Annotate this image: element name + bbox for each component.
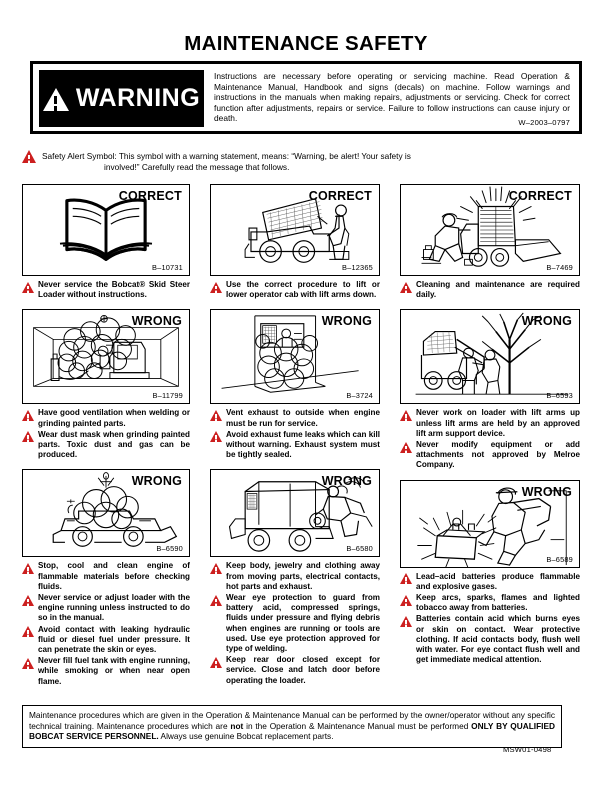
bullet-item [400, 614, 580, 665]
bullet-item [22, 561, 190, 592]
figure-exhaust-indoors [210, 309, 380, 404]
panel-column-right [400, 184, 580, 696]
alert-triangle-icon [22, 658, 34, 669]
panel-bullets [400, 408, 580, 470]
safety-panel [400, 480, 580, 667]
bullet-text: Never modify equipment or add attachments not approved by Melroe Company. [416, 440, 580, 470]
bullet-text: Lead–acid batteries produce flammable and explosive gases. [416, 571, 580, 591]
bullet-text: Vent exhaust to outside when engine must be run for service. [226, 408, 380, 428]
figure-lift-arms-up [400, 309, 580, 404]
figure-cleaning-loader [400, 184, 580, 276]
alert-triangle-icon [210, 410, 222, 421]
figure-lifting-cab [210, 184, 380, 276]
warning-banner [30, 61, 582, 134]
verdict-label: WRONG [521, 484, 572, 499]
bullet-text: Wear eye protection to guard from battery acid, compressed springs, fluids under pressure and flying debris when engines are running or tools are used. Use eye protection approved for type of welding. [226, 593, 380, 654]
bullet-text: Wear dust mask when grinding painted parts. Toxic dust and gas can be produced. [38, 429, 190, 460]
bullet-item [210, 280, 380, 300]
safety-panel [210, 184, 380, 301]
bullet-item [400, 408, 580, 439]
figure-battery-explosion [400, 480, 580, 568]
alert-triangle-icon [210, 595, 222, 606]
bullet-text: Keep rear door closed except for service. Close and latch door before operating the loader. [226, 655, 380, 685]
bullet-item [400, 440, 580, 471]
bullet-item [22, 593, 190, 624]
alert-triangle-icon [400, 595, 412, 606]
alert-triangle-icon [210, 282, 222, 293]
footer-text-qualified-personnel: ONLY BY QUALIFIED BOBCAT SERVICE PERSONNEL. [29, 720, 555, 742]
alert-triangle-icon [400, 616, 412, 627]
alert-triangle-icon [400, 442, 412, 453]
safety-panel [210, 309, 380, 461]
panel-bullets [22, 280, 190, 300]
bullet-text: Never service the Bobcat® Skid Steer Loader without instructions. [38, 280, 190, 300]
bullet-item [400, 280, 580, 300]
bullet-item [22, 625, 190, 656]
alert-triangle-icon [22, 282, 34, 293]
alert-triangle-icon [400, 282, 412, 293]
bullet-item [22, 408, 190, 428]
warning-decal-code: W–2003–0797 [518, 118, 570, 127]
alert-triangle-icon [22, 431, 34, 442]
alert-triangle-icon [210, 431, 222, 442]
figure-code: B–6580 [346, 544, 373, 554]
alert-triangle-icon [400, 410, 412, 421]
safety-alert-line1: Safety Alert Symbol: This symbol with a warning statement, means: “Warning, be alert! Your safety is [42, 151, 411, 161]
safety-panel-grid [22, 184, 590, 696]
bullet-item [210, 593, 380, 654]
figure-code: B–11799 [152, 391, 183, 401]
verdict-label: WRONG [321, 474, 372, 489]
document-code: MSW01-0498 [503, 745, 552, 754]
bullet-item [210, 430, 380, 461]
warning-badge-label: WARNING [75, 84, 201, 112]
safety-panel [400, 184, 580, 301]
bullet-text: Batteries contain acid which burns eyes or skin on contact. Wear protective clothing. If acid contacts body, flush well with water. For eye contact flush well and get immediate medical attention. [416, 614, 580, 665]
safety-alert-triangle-icon [22, 150, 36, 163]
bullet-text: Never work on loader with lift arms up unless lift arms are held by an approved lift arm support device. [416, 408, 580, 438]
bullet-item [210, 408, 380, 428]
panel-bullets [210, 280, 380, 300]
bullet-item [400, 572, 580, 592]
verdict-label: CORRECT [308, 189, 372, 203]
bullet-item [400, 593, 580, 613]
bullet-item [22, 656, 190, 687]
bullet-text: Have good ventilation when welding or grinding painted parts. [38, 408, 190, 428]
verdict-label: WRONG [521, 314, 572, 329]
footer-note-text [29, 710, 555, 742]
panel-bullets [22, 408, 190, 460]
panel-bullets [210, 561, 380, 685]
warning-triangle-icon [43, 88, 69, 111]
safety-panel [22, 309, 190, 461]
alert-triangle-icon [22, 626, 34, 637]
verdict-label: CORRECT [508, 189, 572, 203]
bullet-item [210, 655, 380, 686]
footer-text-a: Maintenance procedures which are given in the Operation & Maintenance Manual can be performed by the owner/operator without any specific technical training. Maintenance procedures which are [29, 710, 555, 731]
footer-text-e: Always use genuine Bobcat replacement parts. [158, 731, 334, 742]
alert-triangle-icon [210, 657, 222, 668]
bullet-text: Use the correct procedure to lift or lower operator cab with lift arms down. [226, 280, 380, 300]
panel-column-center [210, 184, 380, 696]
bullet-item [210, 561, 380, 592]
figure-engine-fire [22, 469, 190, 557]
panel-column-left [22, 184, 190, 696]
bullet-text: Cleaning and maintenance are required daily. [416, 280, 580, 300]
alert-triangle-icon [210, 563, 222, 574]
bullet-item [22, 430, 190, 461]
bullet-text: Avoid contact with leaking hydraulic fluid or diesel fuel under pressure. It can penetrate the skin or eyes. [38, 624, 190, 655]
safety-alert-line2: involved!” Carefully read the message that follows. [104, 162, 290, 172]
alert-triangle-icon [22, 595, 34, 606]
panel-bullets [400, 280, 580, 300]
safety-alert-symbol-note [22, 150, 590, 173]
safety-panel [210, 469, 380, 686]
footer-note-box [22, 705, 562, 748]
warning-body-text: Instructions are necessary before operating or servicing machine. Read Operation & Maintenance Manual, Handbook and signs (decals) on machine. Follow warnings and instructions in the manuals when making repairs, adjustments or servicing. Check for correct function after adjustments, repairs or service. Failure to follow instructions can cause injury or death. [214, 71, 570, 124]
safety-panel [400, 309, 580, 471]
verdict-label: WRONG [131, 474, 182, 489]
figure-code: B–6593 [546, 391, 573, 401]
figure-code: B–12365 [342, 263, 373, 272]
figure-clothing-caught [210, 469, 380, 557]
footer-text-not: not [230, 720, 244, 731]
panel-bullets [400, 572, 580, 666]
bullet-text: Never service or adjust loader with the engine running unless instructed to do so in the manual. [38, 593, 190, 623]
figure-code: B–6590 [156, 544, 183, 554]
warning-badge [39, 70, 204, 127]
figure-open-book [22, 184, 190, 276]
safety-panel [22, 184, 190, 301]
bullet-text: Avoid exhaust fume leaks which can kill without warning. Exhaust system must be tightly sealed. [226, 429, 380, 460]
figure-code: B–3724 [346, 391, 373, 401]
verdict-label: WRONG [131, 314, 182, 329]
page-title: MAINTENANCE SAFETY [184, 32, 428, 55]
figure-code: B–6589 [546, 554, 573, 564]
alert-triangle-icon [22, 563, 34, 574]
bullet-item [22, 280, 190, 300]
panel-bullets [210, 408, 380, 460]
panel-bullets [22, 561, 190, 686]
alert-triangle-icon [400, 573, 412, 584]
bullet-text: Never fill fuel tank with engine running, while smoking or when near open flame. [38, 656, 190, 686]
bullet-text: Keep body, jewelry and clothing away from moving parts, electrical contacts, hot parts and exhaust. [226, 561, 380, 591]
bullet-text: Stop, cool and clean engine of flammable materials before checking fluids. [38, 561, 190, 591]
bullet-text: Keep arcs, sparks, flames and lighted tobacco away from batteries. [416, 593, 580, 613]
footer-text-c: in the Operation & Maintenance Manual must be performed [243, 720, 472, 731]
verdict-label: CORRECT [118, 189, 182, 203]
safety-panel [22, 469, 190, 687]
figure-code: B–10731 [152, 263, 183, 272]
figure-code: B–7469 [546, 263, 573, 272]
alert-triangle-icon [22, 410, 34, 421]
safety-alert-text [42, 150, 590, 173]
verdict-label: WRONG [321, 314, 372, 329]
figure-welding-smoke [22, 309, 190, 404]
